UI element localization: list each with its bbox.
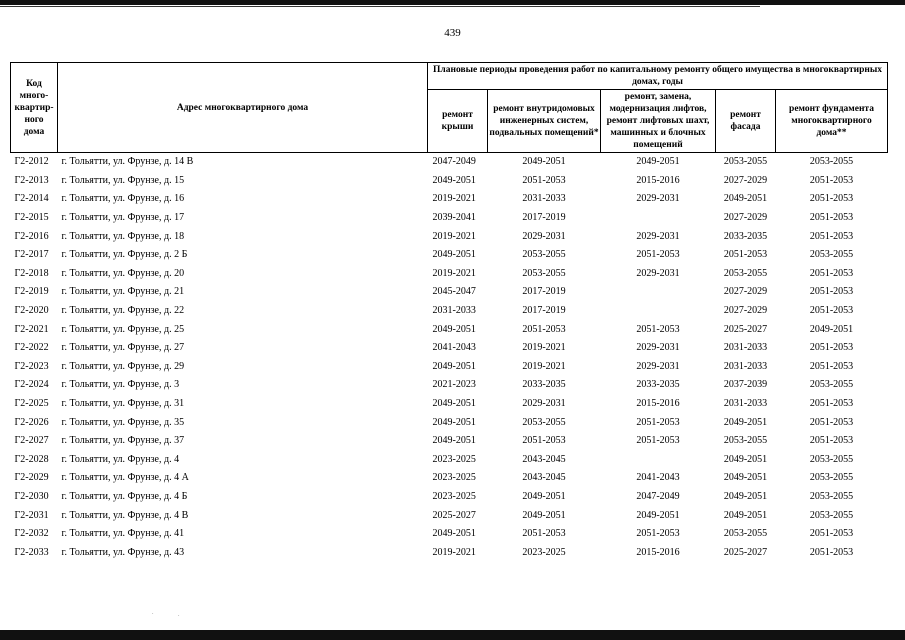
table-row <box>11 320 888 339</box>
row-engineering-cell: 2051-2053 <box>522 435 566 447</box>
row-address-cell: г. Тольятти, ул. Фрунзе, д. 4 <box>61 453 180 465</box>
row-code-cell: Г2-2030 <box>14 490 49 502</box>
row-elevators-cell: 2047-2049 <box>636 490 680 502</box>
row-roof-cell: 2019-2021 <box>432 230 476 242</box>
table-row <box>11 209 888 228</box>
row-engineering-cell: 2029-2031 <box>522 230 566 242</box>
row-foundation-cell: 2053-2055 <box>809 472 854 484</box>
row-roof-cell: 2019-2021 <box>432 546 476 558</box>
row-roof-cell: 2049-2051 <box>432 435 476 447</box>
row-code-cell: Г2-2023 <box>14 360 49 372</box>
row-roof-cell: 2047-2049 <box>428 153 488 172</box>
row-address-cell: г. Тольятти, ул. Фрунзе, д. 16 <box>61 193 185 205</box>
row-roof-cell: 2019-2021 <box>432 267 476 279</box>
row-facade-cell: 2053-2055 <box>723 267 768 279</box>
row-roof-cell: 2045-2047 <box>432 286 476 298</box>
row-engineering-cell: 2049-2051 <box>522 509 566 521</box>
row-engineering-cell: 2053-2055 <box>522 267 566 279</box>
row-code-cell: Г2-2029 <box>14 472 49 484</box>
row-code-cell: Г2-2018 <box>14 267 49 279</box>
row-facade-cell: 2049-2051 <box>723 453 768 465</box>
capital-repair-schedule-table <box>10 62 888 562</box>
row-facade-cell: 2027-2029 <box>723 212 768 224</box>
row-engineering-cell: 2051-2053 <box>522 528 566 540</box>
table-row <box>11 525 888 544</box>
row-elevators-cell <box>601 451 716 470</box>
row-code-cell: Г2-2020 <box>14 305 49 317</box>
table-row <box>11 488 888 507</box>
row-code-cell: Г2-2022 <box>14 342 49 354</box>
row-roof-cell: 2041-2043 <box>432 342 476 354</box>
row-facade-cell: 2027-2029 <box>723 286 768 298</box>
row-elevators-cell: 2051-2053 <box>636 323 680 335</box>
row-engineering-cell: 2051-2053 <box>522 174 566 186</box>
row-engineering-cell: 2029-2031 <box>522 398 566 410</box>
row-engineering-cell: 2019-2021 <box>522 360 566 372</box>
header-facade: ремонт фасада <box>716 90 776 153</box>
row-elevators-cell: 2051-2053 <box>636 435 680 447</box>
row-foundation-cell: 2053-2055 <box>809 379 854 391</box>
row-foundation-cell: 2053-2055 <box>809 453 854 465</box>
row-elevators-cell: 2051-2053 <box>636 249 680 261</box>
row-engineering-cell: 2017-2019 <box>522 212 566 224</box>
row-foundation-cell: 2051-2053 <box>809 546 854 558</box>
header-engineering: ремонт внутридомовых инженерных систем, подвальных помещений* <box>488 90 601 153</box>
row-code-cell: Г2-2033 <box>14 546 49 558</box>
row-facade-cell: 2033-2035 <box>723 230 768 242</box>
row-roof-cell: 2023-2025 <box>432 472 476 484</box>
row-code-cell: Г2-2025 <box>14 398 49 410</box>
row-address-cell: г. Тольятти, ул. Фрунзе, д. 27 <box>61 342 185 354</box>
row-facade-cell: 2025-2027 <box>723 323 768 335</box>
row-address-cell: г. Тольятти, ул. Фрунзе, д. 22 <box>61 305 185 317</box>
row-foundation-cell: 2051-2053 <box>809 342 854 354</box>
row-facade-cell: 2049-2051 <box>723 490 768 502</box>
row-code-cell: Г2-2027 <box>14 435 49 447</box>
row-code-cell: Г2-2032 <box>14 528 49 540</box>
table-row <box>11 451 888 470</box>
row-facade-cell: 2037-2039 <box>723 379 768 391</box>
table-row <box>11 543 888 562</box>
row-roof-cell: 2025-2027 <box>432 509 476 521</box>
row-elevators-cell: 2015-2016 <box>636 398 680 410</box>
row-address-cell: г. Тольятти, ул. Фрунзе, д. 18 <box>61 230 185 242</box>
row-address-cell: г. Тольятти, ул. Фрунзе, д. 41 <box>61 528 185 540</box>
header-roof: ремонт крыши <box>428 90 488 153</box>
top-thin-rule <box>0 6 760 7</box>
row-elevators-cell: 2015-2016 <box>636 174 680 186</box>
table-row <box>11 395 888 414</box>
row-roof-cell: 2039-2041 <box>432 212 476 224</box>
row-foundation-cell: 2051-2053 <box>809 193 854 205</box>
row-code-cell: Г2-2031 <box>14 509 49 521</box>
row-foundation-cell: 2053-2055 <box>809 249 854 261</box>
row-facade-cell: 2031-2033 <box>723 342 768 354</box>
table-row <box>11 265 888 284</box>
header-periods-title: Плановые периоды проведения работ по капитальному ремонту общего имущества в многоквартирных домах, годы <box>428 63 888 90</box>
row-code-cell: Г2-2021 <box>14 323 49 335</box>
row-foundation-cell: 2051-2053 <box>809 435 854 447</box>
page-number: 439 <box>444 27 461 39</box>
table-row <box>11 376 888 395</box>
row-facade-cell: 2031-2033 <box>723 360 768 372</box>
row-elevators-cell: 2049-2051 <box>636 509 680 521</box>
row-elevators-cell: 2049-2051 <box>601 153 716 172</box>
table-row <box>11 190 888 209</box>
row-facade-cell: 2051-2053 <box>723 249 768 261</box>
row-address-cell: г. Тольятти, ул. Фрунзе, д. 37 <box>61 435 185 447</box>
row-code-cell: Г2-2013 <box>14 174 49 186</box>
row-elevators-cell: 2041-2043 <box>636 472 680 484</box>
row-elevators-cell: 2033-2035 <box>636 379 680 391</box>
row-engineering-cell: 2017-2019 <box>522 286 566 298</box>
row-foundation-cell: 2053-2055 <box>809 509 854 521</box>
table-row <box>11 172 888 191</box>
table-header <box>11 63 888 153</box>
row-foundation-cell: 2053-2055 <box>809 490 854 502</box>
row-roof-cell: 2031-2033 <box>432 305 476 317</box>
row-address-cell: г. Тольятти, ул. Фрунзе, д. 3 <box>61 379 180 391</box>
row-code-cell: Г2-2026 <box>14 416 49 428</box>
row-foundation-cell: 2051-2053 <box>809 267 854 279</box>
row-address-cell: г. Тольятти, ул. Фрунзе, д. 29 <box>61 360 185 372</box>
row-address-cell: г. Тольятти, ул. Фрунзе, д. 4 А <box>61 472 189 484</box>
row-engineering-cell: 2017-2019 <box>522 305 566 317</box>
row-facade-cell: 2053-2055 <box>723 435 768 447</box>
header-code: Код много- квартир- ного дома <box>11 63 58 153</box>
row-elevators-cell <box>601 283 716 302</box>
top-border-rule <box>0 0 905 5</box>
row-engineering-cell: 2023-2025 <box>522 546 566 558</box>
row-elevators-cell: 2015-2016 <box>636 546 680 558</box>
row-address-cell: г. Тольятти, ул. Фрунзе, д. 21 <box>61 286 185 298</box>
row-facade-cell: 2049-2051 <box>723 416 768 428</box>
table-body <box>11 153 888 563</box>
row-facade-cell: 2049-2051 <box>723 193 768 205</box>
row-roof-cell: 2049-2051 <box>432 360 476 372</box>
row-foundation-cell: 2051-2053 <box>809 212 854 224</box>
row-engineering-cell: 2053-2055 <box>522 249 566 261</box>
row-elevators-cell: 2051-2053 <box>636 528 680 540</box>
row-code-cell: Г2-2015 <box>14 212 49 224</box>
row-address-cell: г. Тольятти, ул. Фрунзе, д. 14 В <box>58 153 428 172</box>
table-row <box>11 413 888 432</box>
row-elevators-cell <box>601 302 716 321</box>
row-engineering-cell: 2051-2053 <box>522 323 566 335</box>
table-row <box>11 506 888 525</box>
row-code-cell: Г2-2014 <box>14 193 49 205</box>
row-code-cell: Г2-2016 <box>14 230 49 242</box>
row-address-cell: г. Тольятти, ул. Фрунзе, д. 4 В <box>61 509 189 521</box>
row-elevators-cell: 2029-2031 <box>636 230 680 242</box>
table-row <box>11 227 888 246</box>
table-row <box>11 358 888 377</box>
row-address-cell: г. Тольятти, ул. Фрунзе, д. 4 Б <box>61 490 188 502</box>
row-elevators-cell: 2029-2031 <box>636 342 680 354</box>
row-foundation-cell: 2051-2053 <box>809 360 854 372</box>
table-row <box>11 469 888 488</box>
row-engineering-cell: 2033-2035 <box>522 379 566 391</box>
row-roof-cell: 2049-2051 <box>432 323 476 335</box>
row-roof-cell: 2049-2051 <box>432 174 476 186</box>
row-address-cell: г. Тольятти, ул. Фрунзе, д. 20 <box>61 267 185 279</box>
table-row <box>11 432 888 451</box>
row-code-cell: Г2-2012 <box>11 153 58 172</box>
row-facade-cell: 2027-2029 <box>723 174 768 186</box>
table-row <box>11 246 888 265</box>
row-roof-cell: 2049-2051 <box>432 398 476 410</box>
row-roof-cell: 2049-2051 <box>432 528 476 540</box>
row-elevators-cell: 2051-2053 <box>636 416 680 428</box>
header-foundation: ремонт фундамента многоквартирного дома** <box>776 90 888 153</box>
header-elevators: ремонт, замена, модернизация лифтов, ремонт лифтовых шахт, машинных и блочных помещений <box>601 90 716 153</box>
row-facade-cell: 2025-2027 <box>723 546 768 558</box>
row-foundation-cell: 2049-2051 <box>809 323 854 335</box>
row-elevators-cell <box>601 209 716 228</box>
row-address-cell: г. Тольятти, ул. Фрунзе, д. 17 <box>61 212 185 224</box>
row-foundation-cell: 2051-2053 <box>809 305 854 317</box>
row-roof-cell: 2049-2051 <box>432 416 476 428</box>
scan-speck: . <box>152 610 154 616</box>
row-code-cell: Г2-2017 <box>14 249 49 261</box>
row-foundation-cell: 2051-2053 <box>809 398 854 410</box>
row-engineering-cell: 2053-2055 <box>522 416 566 428</box>
row-code-cell: Г2-2024 <box>14 379 49 391</box>
table-row <box>11 153 888 172</box>
row-address-cell: г. Тольятти, ул. Фрунзе, д. 25 <box>61 323 185 335</box>
row-facade-cell: 2053-2055 <box>723 528 768 540</box>
row-foundation-cell: 2051-2053 <box>809 416 854 428</box>
row-facade-cell: 2053-2055 <box>716 153 776 172</box>
row-foundation-cell: 2051-2053 <box>809 286 854 298</box>
row-foundation-cell: 2051-2053 <box>809 528 854 540</box>
row-roof-cell: 2019-2021 <box>432 193 476 205</box>
row-engineering-cell: 2019-2021 <box>522 342 566 354</box>
bottom-border-rule <box>0 630 905 640</box>
row-facade-cell: 2027-2029 <box>723 305 768 317</box>
row-facade-cell: 2049-2051 <box>723 472 768 484</box>
row-roof-cell: 2023-2025 <box>432 490 476 502</box>
row-foundation-cell: 2053-2055 <box>776 153 888 172</box>
row-foundation-cell: 2051-2053 <box>809 230 854 242</box>
table-row <box>11 283 888 302</box>
row-foundation-cell: 2051-2053 <box>809 174 854 186</box>
row-code-cell: Г2-2019 <box>14 286 49 298</box>
row-code-cell: Г2-2028 <box>14 453 49 465</box>
scan-speck: . <box>178 612 180 618</box>
row-roof-cell: 2021-2023 <box>432 379 476 391</box>
table-row <box>11 302 888 321</box>
row-engineering-cell: 2049-2051 <box>522 490 566 502</box>
row-address-cell: г. Тольятти, ул. Фрунзе, д. 43 <box>61 546 185 558</box>
row-engineering-cell: 2049-2051 <box>488 153 601 172</box>
row-engineering-cell: 2043-2045 <box>522 472 566 484</box>
row-address-cell: г. Тольятти, ул. Фрунзе, д. 15 <box>61 174 185 186</box>
row-address-cell: г. Тольятти, ул. Фрунзе, д. 2 Б <box>61 249 188 261</box>
row-roof-cell: 2049-2051 <box>432 249 476 261</box>
header-address: Адрес многоквартирного дома <box>58 63 428 153</box>
table-row <box>11 339 888 358</box>
row-address-cell: г. Тольятти, ул. Фрунзе, д. 31 <box>61 398 185 410</box>
row-elevators-cell: 2029-2031 <box>636 193 680 205</box>
row-elevators-cell: 2029-2031 <box>636 360 680 372</box>
row-elevators-cell: 2029-2031 <box>636 267 680 279</box>
row-facade-cell: 2049-2051 <box>723 509 768 521</box>
row-roof-cell: 2023-2025 <box>432 453 476 465</box>
row-address-cell: г. Тольятти, ул. Фрунзе, д. 35 <box>61 416 185 428</box>
row-facade-cell: 2031-2033 <box>723 398 768 410</box>
row-engineering-cell: 2043-2045 <box>522 453 566 465</box>
row-engineering-cell: 2031-2033 <box>522 193 566 205</box>
